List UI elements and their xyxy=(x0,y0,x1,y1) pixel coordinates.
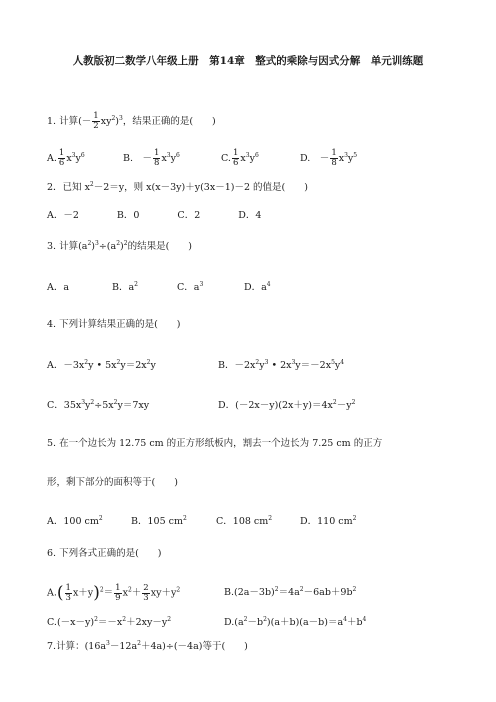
question-3: 3. 计算$(a^2)^3\div(a^2)^2$的结果是( ) xyxy=(47,239,192,252)
q4-option-c: C．$35x^3y^2\div 5x^2y=7xy$ xyxy=(47,398,150,411)
question-1: 1. 计算(－ $\frac{1}{2}$ $xy^2)^3$，结果正确的是( ) xyxy=(47,111,216,131)
q3-option-b: B．$a^2$ xyxy=(112,280,138,293)
q1-option-b: B. － $\frac{1}{8}$ $x^3y^6$ xyxy=(123,148,180,168)
q4-option-b: B．$-2x^2y^3$ • $2x^3y=-2x^5y^4$ xyxy=(218,358,345,371)
q4-option-a: A．$-3x^2y$ • $5x^2y=2x^2y$ xyxy=(47,358,156,371)
q6-option-c: $C.(-x-y)^2=-x^2+2xy-y^2$ xyxy=(47,615,172,628)
q1-option-d: D. － $\frac{1}{8}$ $x^3y^5$ xyxy=(300,148,358,168)
q3-option-d: D．$a^4$ xyxy=(244,280,271,293)
question-5-line-2: 形，剩下部分的面积等于( ) xyxy=(47,477,178,488)
q6-option-b: $B.(2a-3b)^2=4a^2-6ab+9b^2$ xyxy=(224,585,357,598)
document-title: 人教版初二数学八年级上册 第14章 整式的乘除与因式分解 单元训练题 xyxy=(72,55,424,67)
q6-option-d: $D.(a^2-b^2)(a+b)(a-b)=a^4+b^4$ xyxy=(224,615,367,628)
q4-option-d: D．$(-2x-y)(2x+y)=4x^2-y^2$ xyxy=(218,398,356,411)
question-5-line-1: 5. 在一个边长为 12.75 cm 的正方形纸板内，割去一个边长为 7.25 cm 的正方 xyxy=(47,438,383,449)
q5-option-b: B．105 $cm^2$ xyxy=(131,514,187,527)
q1-option-a: A. $\frac{1}{6}$ $x^3y^6$ xyxy=(47,148,85,168)
q1-option-c: C. $\frac{1}{6}$ $x^3y^6$ xyxy=(221,148,259,168)
q5-option-a: A．100 $cm^2$ xyxy=(47,514,103,527)
question-4: 4. 下列计算结果正确的是( ) xyxy=(47,319,181,330)
question-7: 7.计算：$(16a^3-12a^2+4a)\div(-4a)$等于( ) xyxy=(47,639,248,652)
question-2: 2．已知 $x^2-2=y$，则 x(x－3y)＋y(3x－1)－2 的值是( ) xyxy=(47,180,308,193)
q5-option-d: D．110 $cm^2$ xyxy=(300,514,357,527)
q3-option-a: A．a xyxy=(47,282,70,293)
q2-options: A．－2 B．0 C．2 D．4 xyxy=(47,210,262,221)
question-6: 6. 下列各式正确的是( ) xyxy=(47,548,162,559)
q3-option-c: C．$a^3$ xyxy=(177,280,204,293)
q5-option-c: C．108 $cm^2$ xyxy=(216,514,273,527)
q6-option-a: A.( $\frac{1}{3}$ x＋y)$^2$＝ $\frac{1}{9}$ $x^2+$ $\frac{2}{3}$ $xy+y^2$ xyxy=(47,582,181,603)
